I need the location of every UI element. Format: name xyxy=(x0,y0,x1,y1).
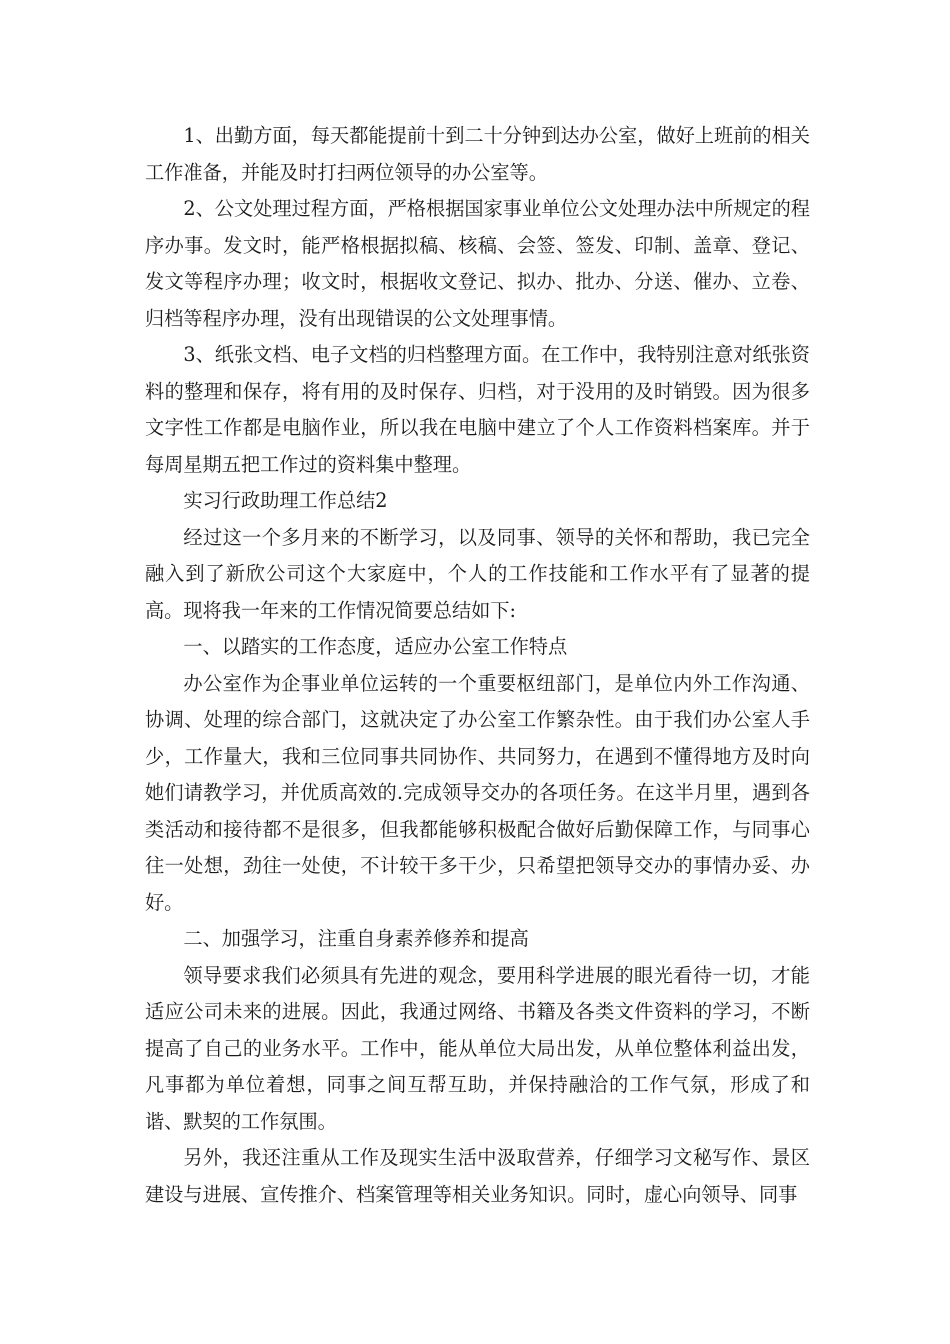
paragraph-additional: 另外，我还注重从工作及现实生活中汲取营养，仔细学习文秘写作、景区建设与进展、宣传推介、档案管理等相关业务知识。同时，虚心向领导、同事 xyxy=(145,1146,810,1206)
paragraph-archiving: 3、纸张文档、电子文档的归档整理方面。在工作中，我特别注意对纸张资料的整理和保存，将有用的及时保存、归档，对于没用的及时销毁。因为很多文字性工作都是电脑作业，所以我在电脑中建立了个人工作资料档案库。并于每周星期五把工作过的资料集中整理。 xyxy=(145,343,810,476)
heading-work-attitude: 一、以踏实的工作态度，适应办公室工作特点 xyxy=(183,635,568,658)
paragraph-document-processing: 2、公文处理过程方面，严格根据国家事业单位公文处理办法中所规定的程序办事。发文时，能严格根据拟稿、核稿、会签、签发、印制、盖章、登记、发文等程序办理；收文时，根据收文登记、拟办、批办、分送、催办、立卷、归档等程序办理，没有出现错误的公文处理事情。 xyxy=(145,197,810,330)
paragraph-attendance: 1、出勤方面，每天都能提前十到二十分钟到达办公室，做好上班前的相关工作准备，并能及时打扫两位领导的办公室等。 xyxy=(145,124,810,184)
section-title: 实习行政助理工作总结2 xyxy=(183,489,388,512)
paragraph-office-work: 办公室作为企事业单位运转的一个重要枢纽部门，是单位内外工作沟通、协调、处理的综合部门，这就决定了办公室工作繁杂性。由于我们办公室人手少，工作量大，我和三位同事共同协作、共同努力，在遇到不懂得地方及时向她们请教学习，并优质高效的.完成领导交办的各项任务。在这半月里，遇到各类活动和接待都不是很多，但我都能够积极配合做好后勤保障工作，与同事心往一处想，劲往一处使，不计较干多干少，只希望把领导交办的事情办妥、办好。 xyxy=(145,671,810,914)
document-body xyxy=(145,118,810,1213)
heading-study: 二、加强学习，注重自身素养修养和提高 xyxy=(183,927,529,950)
paragraph-study: 领导要求我们必须具有先进的观念，要用科学进展的眼光看待一切，才能适应公司未来的进展。因此，我通过网络、书籍及各类文件资料的学习，不断提高了自己的业务水平。工作中，能从单位大局出发，从单位整体利益出发，凡事都为单位着想，同事之间互帮互助，并保持融洽的工作气氛，形成了和谐、默契的工作氛围。 xyxy=(145,963,810,1133)
paragraph-intro: 经过这一个多月来的不断学习，以及同事、领导的关怀和帮助，我已完全融入到了新欣公司这个大家庭中，个人的工作技能和工作水平有了显著的提高。现将我一年来的工作情况简要总结如下: xyxy=(145,525,810,622)
